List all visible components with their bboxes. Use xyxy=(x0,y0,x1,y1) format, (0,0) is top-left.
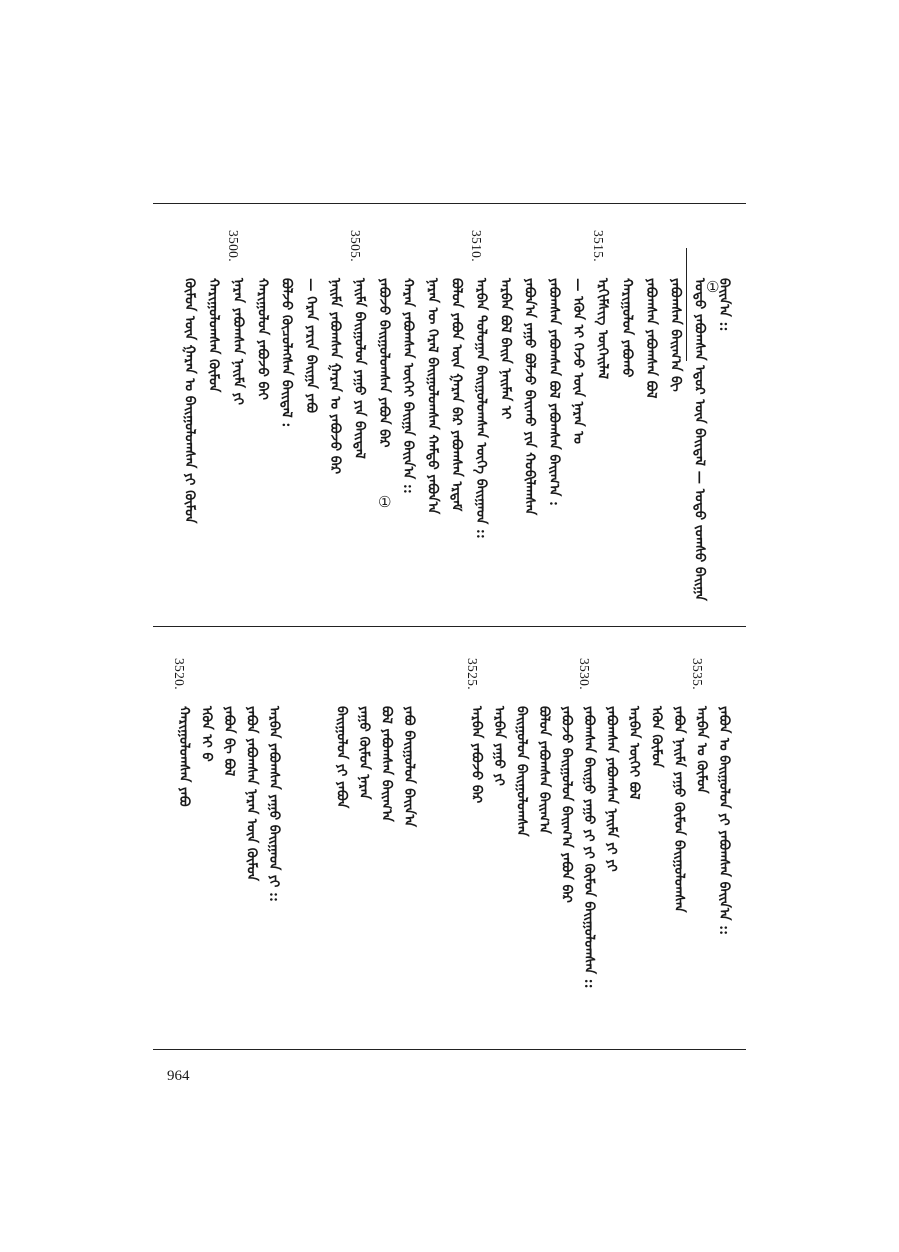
line-number: 3505. xyxy=(347,230,363,262)
line-text: ᠠᠷᠪᠠᠨ ᠶᠠᠪᠤᠵᠤ ᠪᠠᠷ xyxy=(468,706,485,804)
line-text: ᠶᠠᠪᠤᠵᠤ ᠪᠠᠢᠭᠤᠯᠤᠭᠰᠠᠨ ᠶᠠᠪᠤᠨ ᠪᠠᠷ xyxy=(375,278,392,448)
line-text: — ᠡᠭᠦᠨ ᠢ ᠭᠡᠵᠦ ᠦᠨ ᠨᠠᠷᠠᠨ ᠤ xyxy=(570,278,587,444)
line-text: ᠨᠠᠷᠠᠨ ᠦ ᠭᠡᠷᠡᠯ ᠪᠠᠢᠭᠤᠯᠤᠭᠰᠠᠨ ᠬᠠᠮᠲᠤ ᠶᠠᠪᠤᠨ᠎ᠠ xyxy=(424,278,441,515)
line-text: ᠠᠷᠪᠠᠨ ᠤ ᠬᠦᠮᠦᠨ xyxy=(693,706,710,794)
line-text: ᠠᠷᠪᠠᠨ ᠳᠣᠯᠣᠭᠠᠨ ᠪᠠᠢᠭᠤᠯᠤᠭᠰᠠᠨ ᠦᠭᠡ ᠪᠠᠢᠭᠠᠳ :: xyxy=(473,278,489,539)
line-number: 3515. xyxy=(590,230,606,262)
footnote-mark: ① xyxy=(706,278,720,296)
line-text: ᠶᠠᠪᠤᠵᠤ ᠪᠠᠢᠭᠤᠯᠤᠨ ᠪᠠᠢᠭ᠎ᠠ ᠶᠠᠪᠤᠨ ᠪᠠᠷ xyxy=(558,706,575,903)
line-text: ᠶᠠᠪᠤᠨ ᠨᠠᠢᠮᠠ ᠶᠠᠭᠤ ᠬᠦᠮᠦᠨ ᠪᠠᠢᠭᠤᠯᠤᠭᠰᠠᠨ xyxy=(671,706,687,913)
line-text: ᠶᠠᠪᠤᠨ ᠤ ᠪᠠᠢᠭᠤᠯᠤᠨ ᠶᠢ ᠶᠠᠪᠤᠭᠰᠠᠨ ᠪᠠᠢᠨ᠎ᠠ :: xyxy=(716,706,732,936)
line-number: 3510. xyxy=(469,230,484,262)
line-text: ᠬᠦᠮᠦᠨ ᠦᠨ ᠭᠠᠷᠠᠨ ᠤ ᠪᠠᠢᠭᠤᠯᠤᠭᠰᠠᠨ ᠶᠢ ᠬᠦᠮᠦᠨ xyxy=(181,278,198,524)
line-text: — ᠬᠡᠷᠡᠨ ᠶᠠᠷᠢᠨ ᠪᠠᠢᠭᠠ ᠶᠠᠪᠤ xyxy=(302,278,319,414)
line-text: ᠬᠠᠷᠠᠨ ᠶᠠᠪᠤᠭᠰᠠᠨ ᠦᠭᠡᠢ ᠪᠠᠢᠭᠠ ᠪᠠᠢᠨ᠎ᠠ :: xyxy=(400,278,417,494)
line-text: ᠪᠠᠢᠭᠤᠯᠤᠨ ᠪᠠᠢᠭᠤᠯᠤᠭᠰᠠᠨ xyxy=(513,706,530,837)
line-text: ᠠᠷᠪᠠᠨ ᠶᠠᠪᠤᠭᠰᠠᠨ ᠶᠠᠭᠤ ᠪᠠᠢᠭᠠᠳ ᠶᠢ :: xyxy=(266,706,282,903)
line-text: ᠪᠣᠯᠤᠨ ᠶᠠᠪᠤᠭᠰᠠᠨ ᠪᠠᠢᠭ᠎ᠠ xyxy=(536,706,552,834)
line-text: ᠪᠣᠯᠤᠨ ᠶᠠᠪᠤᠨ ᠦᠨ ᠭᠠᠷᠠᠨ ᠪᠠᠷ ᠶᠠᠪᠤᠭᠰᠠᠨ ᠡᠷᠳᠡᠮ xyxy=(448,278,465,512)
line-text: ᠬᠠᠷᠢᠭᠤᠯᠤᠨ ᠶᠠᠪᠤᠵᠤ ᠪᠠᠢ xyxy=(254,278,271,400)
line-number: 3530. xyxy=(577,658,592,690)
line-number: 3535. xyxy=(689,658,705,690)
line-number: 3500. xyxy=(226,230,241,262)
line-text: ᠡᠭᠦᠨ ᠢ ᠪ xyxy=(198,706,215,762)
line-text: ᠶᠠᠪᠤ ᠪᠠᠢᠭᠤᠯᠤᠨ ᠪᠠᠢᠨ᠎ᠠ xyxy=(401,706,417,828)
line-text: ᠠᠷᠪᠠᠨ ᠦᠭᠡᠢ ᠪᠣᠯ xyxy=(626,706,642,800)
line-text: ᠬᠠᠷᠢᠭᠤᠯᠤᠨ ᠶᠠᠪᠤᠬᠤ xyxy=(618,278,635,378)
footnote-mark: ① xyxy=(378,493,392,511)
line-text: ᠶᠠᠪᠤᠭᠰᠠᠨ ᠶᠠᠪᠤᠭᠰᠠᠨ ᠪᠣᠯ ᠶᠠᠪᠤᠭᠰᠠᠨ ᠪᠠᠢᠭ᠎ᠠ : xyxy=(545,278,562,507)
top-rule xyxy=(153,203,746,204)
line-text: ᠪᠠᠢᠨ᠎ᠠ :: xyxy=(716,278,732,332)
middle-rule xyxy=(153,626,746,627)
line-text: ᠪᠣᠯ ᠶᠠᠪᠤᠭᠰᠠᠨ ᠪᠠᠢᠭ᠎ᠠ xyxy=(378,706,395,822)
line-text: ᠶᠠᠪᠤᠨ᠎ᠠ ᠶᠠᠭᠤ ᠪᠣᠯᠵᠤ ᠪᠠᠢᠬᠤ ᠶᠢᠨ ᠬᠤᠪᠢᠯᠠᠭᠰᠠᠨ xyxy=(521,278,538,516)
line-text: ᠪᠠᠢᠭᠤᠯᠤᠨ ᠶᠢ ᠶᠠᠪᠤᠨ xyxy=(333,706,350,809)
line-text: ᠶᠠᠪᠤᠭᠰᠠᠨ ᠪᠠᠢᠭᠤ ᠶᠠᠭᠤ ᠶᠢ ᠶᠢ ᠬᠦᠮᠦᠨ ᠪᠠᠢᠭᠤᠯᠤᠭᠰᠠᠨ :: xyxy=(581,706,597,989)
line-text: ᠨᠠᠷᠠᠨ ᠶᠠᠪᠤᠭᠰᠠᠨ ᠨᠠᠢᠮᠠ ᠶᠢ xyxy=(230,278,246,406)
line-text: ᠠᠷᠪᠠᠨ ᠪᠣᠯ ᠪᠠᠢᠨ ᠨᠠᠢᠮᠠᠨ ᠢ xyxy=(497,278,514,420)
page-number: 964 xyxy=(167,1068,190,1084)
line-text: ᠨᠠᠢᠮᠠ ᠪᠠᠢᠭᠤᠯᠤᠨ ᠶᠠᠭᠤ ᠶᠢᠨ ᠪᠠᠢᠳᠠᠯ xyxy=(351,278,368,459)
line-text: ᠶᠠᠪᠤᠭᠰᠠᠨ ᠪᠠᠢᠭ᠎ᠠ ᠪᠢ xyxy=(667,278,684,392)
line-text: ᠪᠣᠯᠵᠤ ᠬᠦᠴᠦᠯᠡᠭᠰᠡᠨ ᠪᠠᠢᠳᠠᠯ : xyxy=(278,278,295,428)
line-text: ᠶᠠᠪᠤᠭᠰᠠᠨ ᠶᠠᠪᠤᠭᠰᠠᠨ ᠪᠣᠯ xyxy=(643,278,660,399)
line-text: ᠶᠠᠪᠤᠨ ᠪᠢ ᠪᠣᠯ xyxy=(221,706,237,777)
line-text: ᠤᠳᠤ ᠶᠠᠪᠤᠭᠰᠠᠨ ᠡᠳᠦᠷ ᠦᠨ ᠪᠠᠢᠳᠠᠯ — ᠤᠳᠤ ᠵᠣᠭᠰᠤ ᠪᠠᠢᠭᠠ xyxy=(691,278,708,601)
line-text: ᠡᠭᠦᠨ ᠬᠦᠮᠦᠨ xyxy=(648,706,665,768)
line-text: ᠬᠠᠷᠢᠭᠤᠯᠤᠭᠰᠠᠨ ᠬᠦᠮᠦᠨ xyxy=(205,278,222,393)
line-text: ᠡᠷᠬᠢᠮᠰᠢᠭ ᠦᠭᠡᠢᠯᠡᠯ xyxy=(594,278,611,380)
line-text: ᠨᠠᠢᠮᠠ ᠶᠠᠪᠤᠭᠰᠠᠨ ᠭᠠᠷᠠᠨ ᠤ ᠶᠠᠪᠤᠵᠤ ᠪᠠᠷ xyxy=(327,278,344,475)
line-text: ᠶᠠᠭᠤ ᠬᠦᠮᠦᠨ ᠨᠠᠷᠠᠨ xyxy=(356,706,372,800)
bottom-rule xyxy=(153,1049,746,1050)
line-text: ᠠᠷᠪᠠᠨ ᠶᠠᠭᠤ ᠶᠢ xyxy=(491,706,507,786)
line-text: ᠬᠠᠷᠢᠭᠤᠯᠤᠭᠰᠠᠨ ᠶᠠᠪᠤ xyxy=(176,706,192,807)
line-text: ᠶᠠᠪᠤᠨ ᠶᠠᠪᠤᠭᠰᠠᠨ ᠨᠠᠷᠠᠨ ᠦᠨ ᠬᠦᠮᠦᠨ xyxy=(243,706,260,881)
line-number: 3525. xyxy=(464,658,480,690)
line-text: ᠶᠠᠪᠤᠭᠰᠠᠨ ᠶᠠᠪᠤᠭᠰᠠᠨ ᠨᠠᠢᠮᠠ ᠶᠢ ᠶᠢ xyxy=(603,706,620,872)
line-number: 3520. xyxy=(172,658,187,690)
